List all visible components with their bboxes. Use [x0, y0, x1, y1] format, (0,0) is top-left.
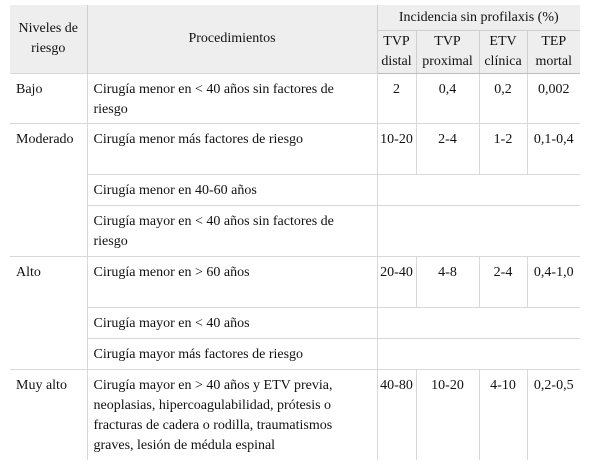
- procedure: Cirugía menor más factores de riesgo: [87, 124, 377, 175]
- tep-mortal-value: 0,2-0,5: [527, 370, 580, 460]
- header-tvp-proximal: TVP proximal: [416, 31, 479, 74]
- tep-mortal-value: 0,002: [527, 74, 580, 124]
- tvp-distal-value: 40-80: [377, 370, 416, 460]
- etv-clinica-value: 1-2: [479, 124, 527, 175]
- table-row: [10, 206, 580, 257]
- header-tep-mortal: TEP mortal: [527, 31, 580, 74]
- empty-values: [377, 308, 580, 339]
- procedure: Cirugía menor en > 60 años: [87, 257, 377, 308]
- tvp-proximal-value: 2-4: [416, 124, 479, 175]
- table-row: [10, 339, 580, 370]
- risk-table: [10, 5, 580, 460]
- header-procedimientos: Procedimientos: [87, 5, 377, 74]
- procedure: Cirugía menor en 40-60 años: [87, 175, 377, 206]
- tvp-distal-value: 20-40: [377, 257, 416, 308]
- procedure: Cirugía mayor en < 40 años: [87, 308, 377, 339]
- procedure: Cirugía mayor más factores de riesgo: [87, 339, 377, 370]
- tvp-distal-value: 2: [377, 74, 416, 124]
- risk-level: Muy alto: [10, 370, 87, 460]
- empty-values: [377, 339, 580, 370]
- empty-values: [377, 175, 580, 206]
- etv-clinica-value: 4-10: [479, 370, 527, 460]
- table-row: [10, 74, 580, 124]
- etv-clinica-value: 2-4: [479, 257, 527, 308]
- tep-mortal-value: 0,1-0,4: [527, 124, 580, 175]
- etv-clinica-value: 0,2: [479, 74, 527, 124]
- risk-level: Alto: [10, 257, 87, 370]
- tvp-proximal-value: 0,4: [416, 74, 479, 124]
- empty-values: [377, 206, 580, 257]
- table-row: [10, 257, 580, 308]
- risk-level: Moderado: [10, 124, 87, 257]
- table-row: [10, 370, 580, 460]
- procedure: Cirugía mayor en > 40 años y ETV previa, neoplasias, hipercoagulabilidad, prótesis o fracturas de cadera o rodilla, traumatismos graves, lesión de médula espinal: [87, 370, 377, 460]
- tvp-proximal-value: 10-20: [416, 370, 479, 460]
- procedure: Cirugía mayor en < 40 años sin factores de riesgo: [87, 206, 377, 257]
- risk-level: Bajo: [10, 74, 87, 124]
- header-tvp-distal: TVP distal: [377, 31, 416, 74]
- header-etv-clinica: ETV clínica: [479, 31, 527, 74]
- header-incidencia: Incidencia sin profilaxis (%): [377, 5, 580, 31]
- table-row: [10, 175, 580, 206]
- table-row: [10, 308, 580, 339]
- procedure: Cirugía menor en < 40 años sin factores de riesgo: [87, 74, 377, 124]
- tep-mortal-value: 0,4-1,0: [527, 257, 580, 308]
- tvp-proximal-value: 4-8: [416, 257, 479, 308]
- table-row: [10, 124, 580, 175]
- tvp-distal-value: 10-20: [377, 124, 416, 175]
- header-niveles-de-riesgo: Niveles de riesgo: [10, 5, 87, 74]
